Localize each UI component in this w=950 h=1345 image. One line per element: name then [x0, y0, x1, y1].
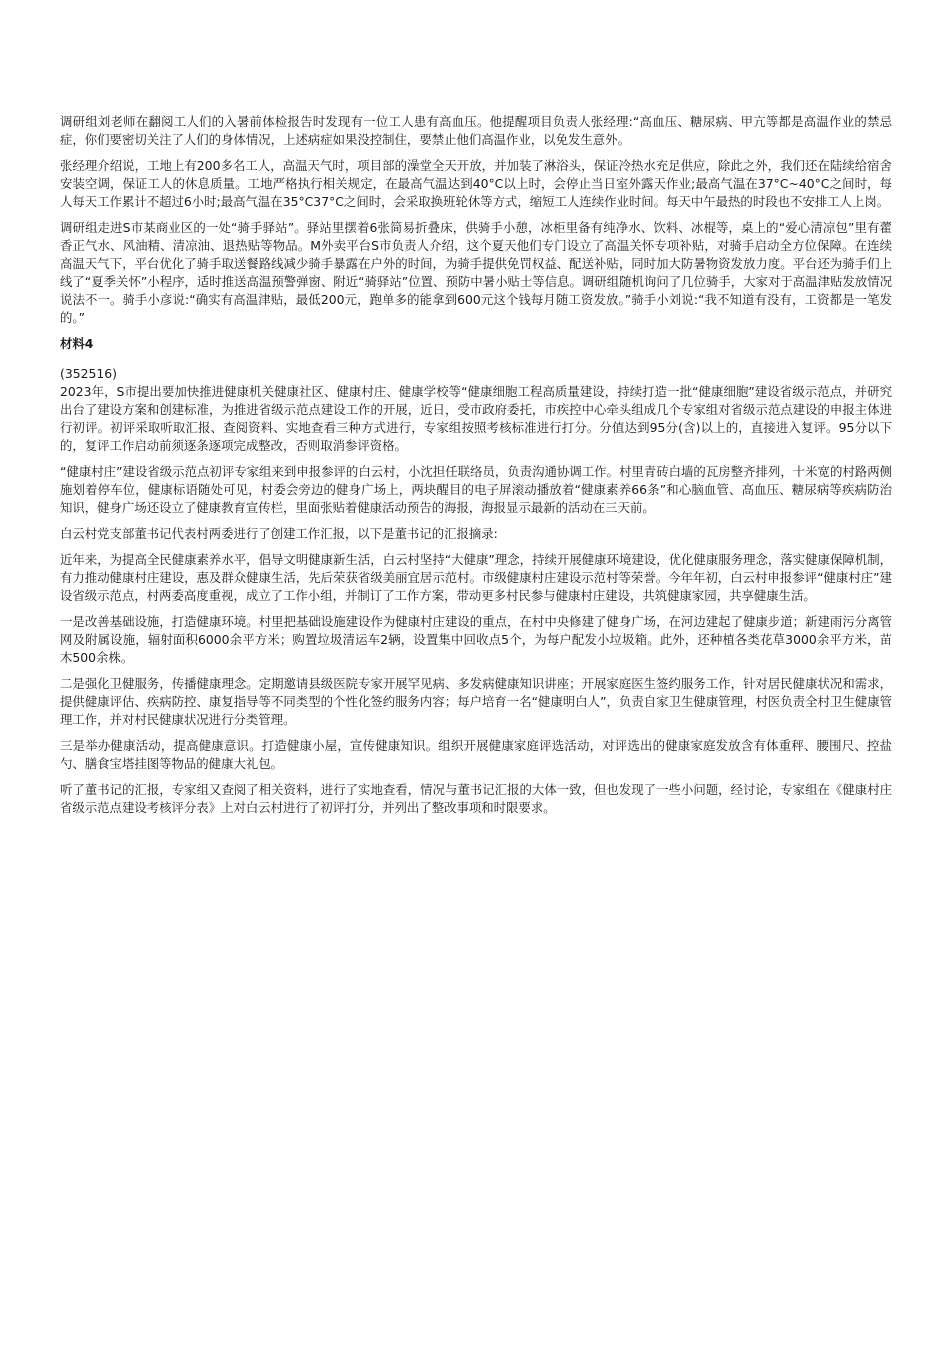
paragraph-rider-station: 调研组走进S市某商业区的一处“骑手驿站”。驿站里摆着6张简易折叠床，供骑手小憩，冰柜里备有纯净水、饮料、冰棍等，桌上的“爱心清凉包”里有藿香正气水、风油精、清凉油、退热贴等物品。M外卖平台S市负责人介绍，这个夏天他们专门设立了高温关怀专项补贴，对骑手启动全方位保障。在连续高温天气下，平台优化了骑手取送餐路线减少骑手暴露在户外的时间，为骑手提供免罚权益、配送补贴，同时加大防暑物资发放力度。平台还为骑手们上线了“夏季关怀”小程序，适时推送高温预警弹窗、附近“骑驿站”位置、预防中暑小贴士等信息。调研组随机询问了几位骑手，大家对于高温津贴发放情况说法不一。骑手小彦说:“确实有高温津贴，最低200元，跑单多的能拿到600元这个钱每月随工资发放。”骑手小刘说:“我不知道有没有，工资都是一笔发的。” [60, 220, 892, 325]
paragraph-physical-exam: 调研组刘老师在翻阅工人们的入暑前体检报告时发现有一位工人患有高血压。他提醒项目负责人张经理:“高血压、糖尿病、甲亢等都是高温作业的禁忌症，你们要密切关注了人们的身体情况，上述病症如果没控制住，要禁止他们高温作业，以免发生意外。 [60, 114, 892, 147]
paragraph-report-point-3: 三是举办健康活动，提高健康意识。打造健康小屋，宣传健康知识。组织开展健康家庭评选活动，对评选出的健康家庭发放含有体重秤、腰围尺、控盐勺、膳食宝塔挂图等物品的健康大礼包。 [60, 738, 892, 771]
paragraph-baiyun-village-visit: “健康村庄”建设省级示范点初评专家组来到申报参评的白云村，小沈担任联络员，负责沟通协调工作。村里青砖白墙的瓦房整齐排列，十米宽的村路两侧施划着停车位，健康标语随处可见，村委会旁边的健身广场上，两块醒目的电子屏滚动播放着“健康素养66条”和心脑血管、高血压、糖尿病等疾病防治知识，健身广场还设立了健康教育宣传栏，里面张贴着健康活动预告的海报，海报显示最新的活动在三天前。 [60, 464, 892, 515]
paragraph-health-cell-program: 2023年，S市提出要加快推进健康机关健康社区、健康村庄、健康学校等“健康细胞工程高质量建设，持续打造一批“健康细胞”建设省级示范点，并研究出台了建设方案和创建标准，为推进省级示范点建设工作的开展，近日，受市政府委托，市疾控中心牵头组成几个专家组对省级示范点建设的申报主体进行初评。初评采取听取汇报、查阅资料、实地查看三种方式进行，专家组按照考核标准进行打分。分值达到95分(含)以上的，直接进入复评。95分以下的，复评工作启动前须逐条逐项完成整改，否则取消参评资格。 [60, 384, 892, 453]
paragraph-report-overview: 近年来，为提高全民健康素养水平，倡导文明健康新生活，白云村坚持“大健康”理念，持续开展健康环境建设，优化健康服务理念，落实健康保障机制，有力推动健康村庄建设，惠及群众健康生活，先后荣获省级美丽宜居示范村。市级健康村庄建设示范村等荣誉。今年年初，白云村申报参评“健康村庄”建设省级示范点，村两委高度重视，成立了工作小组，并制订了工作方案，带动更多村民参与健康村庄建设，共筑健康家园，共享健康生活。 [60, 552, 892, 603]
paragraph-expert-scoring: 听了董书记的汇报，专家组又查阅了相关资料，进行了实地查看，情况与董书记汇报的大体一致，但也发现了一些小问题，经讨论，专家组在《健康村庄省级示范点建设考核评分表》上对白云村进行了初评打分，并列出了整改事项和时限要求。 [60, 782, 892, 815]
paragraph-report-intro: 白云村党支部董书记代表村两委进行了创建工作汇报，以下是董书记的汇报摘录: [60, 526, 498, 541]
paragraph-report-point-1: 一是改善基础设施，打造健康环境。村里把基础设施建设作为健康村庄建设的重点，在村中央修建了健身广场，在河边建起了健康步道；新建雨污分离管网及附属设施，辐射面积6000余平方米；购置垃圾清运车2辆，设置集中回收点5个，为每户配发小垃圾箱。此外，还种植各类花草3000余平方米，苗木500余株。 [60, 614, 892, 665]
document-page [60, 113, 892, 825]
document-code: (352516) [60, 366, 117, 381]
section-heading-material-4: 材料4 [60, 336, 94, 351]
paragraph-report-point-2: 二是强化卫健服务，传播健康理念。定期邀请县级医院专家开展罕见病、多发病健康知识讲座；开展家庭医生签约服务工作，针对居民健康状况和需求，提供健康评估、疾病防控、康复指导等不同类型的个性化签约服务内容；每户培育一名“健康明白人”，负责自家卫生健康管理，村医负责全村卫生健康管理工作，并对村民健康状况进行分类管理。 [60, 676, 892, 727]
paragraph-site-measures: 张经理介绍说，工地上有200多名工人，高温天气时，项目部的澡堂全天开放，并加装了淋浴头，保证冷热水充足供应，除此之外，我们还在陆续给宿舍安装空调，保证工人的休息质量。工地严格执行相关规定，在最高气温达到40°C以上时，会停止当日室外露天作业;最高气温在37°C~40°C之间时，每人每天工作累计不超过6小时;最高气温在35°C37°C之间时，会采取换班轮休等方式，缩短工人连续作业时间。每天中午最热的时段也不安排工人上岗。 [60, 158, 892, 209]
